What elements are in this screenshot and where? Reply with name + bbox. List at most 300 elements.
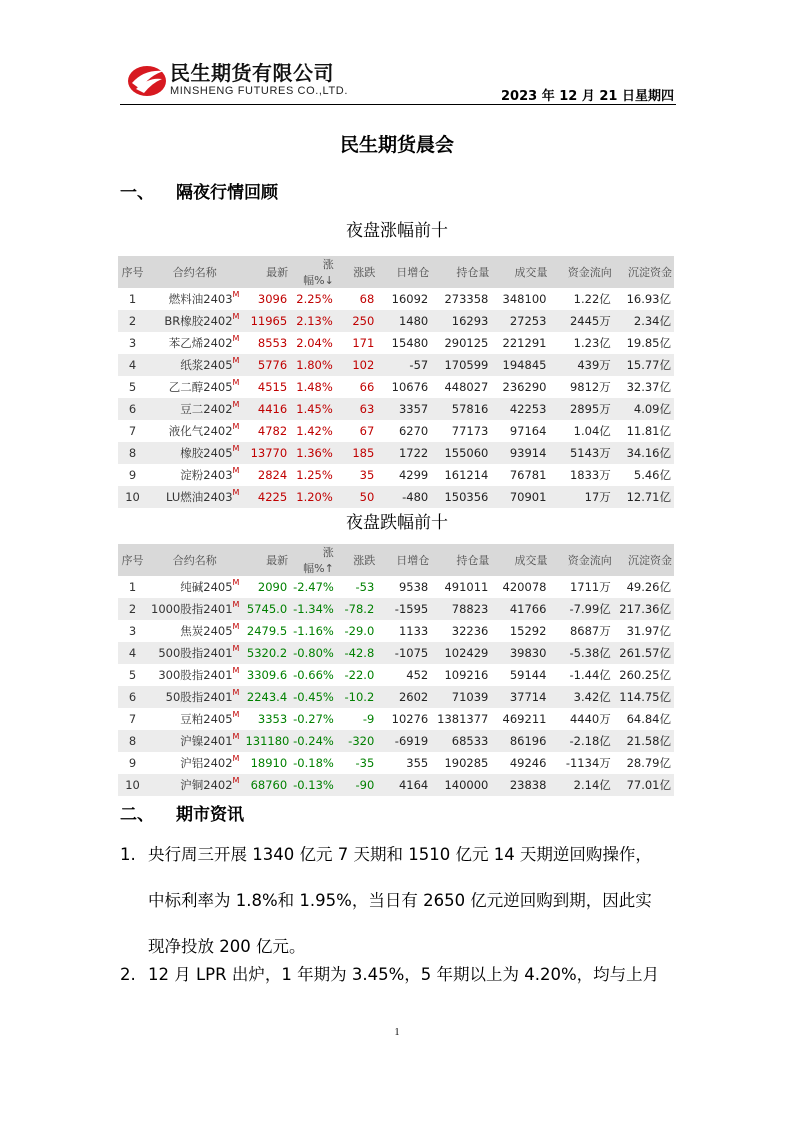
table-cell: 439万 bbox=[549, 354, 613, 376]
table-cell: 39830 bbox=[491, 642, 549, 664]
news-line: 现净投放 200 亿元。 bbox=[148, 937, 306, 956]
report-date: 2023 年 12 月 21 日星期四 bbox=[501, 89, 674, 104]
table-cell: 15292 bbox=[509, 624, 547, 638]
table-cell: 16.93亿 bbox=[626, 292, 671, 306]
table-cell: 16293 bbox=[431, 310, 491, 332]
table-cell: -1.16% bbox=[293, 624, 334, 638]
table-cell: 1711万 bbox=[569, 580, 611, 594]
main-contract-marker: M bbox=[232, 622, 240, 631]
table-cell: 1.45% bbox=[290, 398, 336, 420]
table-cell: 194845 bbox=[491, 354, 549, 376]
gainers-table bbox=[118, 256, 674, 508]
table-cell: 190285 bbox=[444, 756, 489, 770]
column-header: 成交量 bbox=[491, 256, 549, 288]
table-cell: -2.47% bbox=[293, 580, 334, 594]
contract-name-text: 液化气2402 bbox=[168, 424, 233, 438]
column-header: 沉淀资金 bbox=[614, 544, 674, 576]
table-row bbox=[118, 332, 674, 354]
row-index: 9 bbox=[128, 756, 137, 770]
contract-name bbox=[147, 708, 242, 730]
table-cell: 3309.6 bbox=[246, 668, 288, 682]
table-cell: 2479.5 bbox=[246, 624, 288, 638]
table-cell: 19.85亿 bbox=[626, 336, 671, 350]
table-row bbox=[118, 620, 674, 642]
table-cell: -22.0 bbox=[344, 668, 375, 682]
table-cell: 15.77亿 bbox=[614, 354, 674, 376]
table-cell: 76781 bbox=[509, 468, 547, 482]
table-cell: 68 bbox=[359, 292, 375, 306]
column-header: 成交量 bbox=[491, 544, 549, 576]
column-header: 持仓量 bbox=[431, 544, 491, 576]
contract-name bbox=[147, 686, 242, 708]
table-cell: 150356 bbox=[431, 486, 491, 508]
table-cell: 5776 bbox=[242, 354, 290, 376]
contract-name bbox=[147, 576, 242, 598]
column-header: 序号 bbox=[118, 544, 147, 576]
column-header: 涨幅%↓ bbox=[290, 256, 336, 288]
table-cell: 1133 bbox=[398, 624, 429, 638]
column-header: 合约名称 bbox=[147, 256, 242, 288]
table-cell: 49246 bbox=[509, 756, 547, 770]
main-contract-marker: M bbox=[232, 378, 240, 387]
table-cell: -1134万 bbox=[565, 756, 611, 770]
table-cell: 57816 bbox=[431, 398, 491, 420]
column-header: 资金流向 bbox=[549, 256, 613, 288]
page-number: 1 bbox=[394, 1027, 400, 1038]
contract-name-text: 燃料油2403 bbox=[168, 292, 233, 306]
table-cell: 2.13% bbox=[290, 310, 336, 332]
table-cell: 93914 bbox=[491, 442, 549, 464]
table-cell: 16092 bbox=[391, 292, 429, 306]
contract-name-text: 豆二2402 bbox=[180, 402, 233, 416]
table-cell: 42253 bbox=[491, 398, 549, 420]
table-cell: 161214 bbox=[444, 468, 489, 482]
column-header: 最新 bbox=[242, 544, 290, 576]
table-cell: 420078 bbox=[502, 580, 547, 594]
row-index: 6 bbox=[118, 398, 147, 420]
table-cell: -480 bbox=[377, 486, 431, 508]
table-cell: 9812万 bbox=[569, 380, 611, 394]
main-contract-marker: M bbox=[232, 688, 240, 697]
table-cell: 217.36亿 bbox=[614, 598, 674, 620]
table-cell: 4416 bbox=[242, 398, 290, 420]
row-index: 3 bbox=[128, 336, 137, 350]
table-cell: 4299 bbox=[398, 468, 429, 482]
contract-name bbox=[147, 620, 242, 642]
table-cell: -35 bbox=[355, 756, 375, 770]
table-cell: 13770 bbox=[242, 442, 290, 464]
contract-name-text: 橡胶2405 bbox=[180, 446, 233, 460]
table-cell: 67 bbox=[359, 424, 375, 438]
contract-name-text: LU燃油2403 bbox=[166, 490, 233, 504]
contract-name-text: 300股指2401 bbox=[158, 668, 233, 682]
row-index: 2 bbox=[118, 310, 147, 332]
news-item-1 bbox=[120, 832, 680, 970]
row-index: 10 bbox=[118, 486, 147, 508]
contract-name-text: 纯碱2405 bbox=[180, 580, 233, 594]
table-cell: 31.97亿 bbox=[626, 624, 671, 638]
company-logo-icon bbox=[126, 59, 168, 99]
table-cell: 27253 bbox=[491, 310, 549, 332]
table-cell: 68760 bbox=[242, 774, 290, 796]
table-row bbox=[118, 664, 674, 686]
table-row bbox=[118, 686, 674, 708]
main-contract-marker: M bbox=[232, 600, 240, 609]
main-contract-marker: M bbox=[232, 422, 240, 431]
table-cell: 2602 bbox=[377, 686, 431, 708]
company-name-en: MINSHENG FUTURES CO.,LTD. bbox=[170, 85, 348, 97]
contract-name bbox=[147, 752, 242, 774]
contract-name bbox=[147, 442, 242, 464]
row-index: 5 bbox=[128, 668, 137, 682]
table-cell: 68533 bbox=[431, 730, 491, 752]
table-cell: 66 bbox=[359, 380, 375, 394]
contract-name bbox=[147, 354, 242, 376]
table-cell: 1833万 bbox=[569, 468, 611, 482]
table-cell: 452 bbox=[406, 668, 429, 682]
table-cell: -5.38亿 bbox=[549, 642, 613, 664]
contract-name bbox=[147, 730, 242, 752]
table-cell: 1.36% bbox=[290, 442, 336, 464]
table-cell: 86196 bbox=[491, 730, 549, 752]
table-cell: 34.16亿 bbox=[614, 442, 674, 464]
page-header bbox=[120, 55, 676, 105]
main-contract-marker: M bbox=[232, 488, 240, 497]
column-header: 合约名称 bbox=[147, 544, 242, 576]
table-cell: 11.81亿 bbox=[626, 424, 671, 438]
section-title: 期市资讯 bbox=[176, 805, 244, 825]
table-cell: -1075 bbox=[377, 642, 431, 664]
losers-table bbox=[118, 544, 674, 796]
section-title: 隔夜行情回顾 bbox=[176, 183, 278, 203]
main-contract-marker: M bbox=[232, 312, 240, 321]
table-row bbox=[118, 752, 674, 774]
table-cell: 109216 bbox=[444, 668, 489, 682]
table-cell: 71039 bbox=[431, 686, 491, 708]
table-cell: 1.20% bbox=[290, 486, 336, 508]
contract-name bbox=[147, 310, 242, 332]
table-row bbox=[118, 398, 674, 420]
table-cell: 21.58亿 bbox=[614, 730, 674, 752]
row-index: 7 bbox=[128, 424, 137, 438]
table-cell: 97164 bbox=[509, 424, 547, 438]
table-cell: 2.25% bbox=[296, 292, 333, 306]
row-index: 4 bbox=[118, 642, 147, 664]
table-cell: 2090 bbox=[257, 580, 288, 594]
contract-name bbox=[147, 598, 242, 620]
main-contract-marker: M bbox=[232, 644, 240, 653]
table-cell: 11965 bbox=[242, 310, 290, 332]
table-cell: 10676 bbox=[391, 380, 429, 394]
table-cell: 23838 bbox=[491, 774, 549, 796]
row-index: 7 bbox=[128, 712, 137, 726]
contract-name bbox=[147, 420, 242, 442]
table-cell: 32.37亿 bbox=[626, 380, 671, 394]
table-row bbox=[118, 774, 674, 796]
table-cell: 290125 bbox=[444, 336, 489, 350]
table-cell: 2895万 bbox=[549, 398, 613, 420]
column-header: 沉淀资金 bbox=[614, 256, 674, 288]
row-index: 1 bbox=[128, 292, 137, 306]
table-row bbox=[118, 354, 674, 376]
main-contract-marker: M bbox=[232, 444, 240, 453]
table-cell: 1.80% bbox=[290, 354, 336, 376]
table-cell: 3096 bbox=[257, 292, 288, 306]
main-contract-marker: M bbox=[232, 290, 240, 299]
row-index: 5 bbox=[128, 380, 137, 394]
table-row bbox=[118, 310, 674, 332]
table-cell: 2243.4 bbox=[242, 686, 290, 708]
main-contract-marker: M bbox=[232, 754, 240, 763]
table-cell: 17万 bbox=[549, 486, 613, 508]
table-cell: 114.75亿 bbox=[614, 686, 674, 708]
table-cell: 5143万 bbox=[549, 442, 613, 464]
contract-name bbox=[147, 774, 242, 796]
table-cell: 10276 bbox=[391, 712, 429, 726]
main-contract-marker: M bbox=[232, 334, 240, 343]
table-cell: -2.18亿 bbox=[549, 730, 613, 752]
table-cell: 77173 bbox=[451, 424, 489, 438]
table-cell: 1.42% bbox=[296, 424, 333, 438]
column-header: 涨幅%↑ bbox=[290, 544, 336, 576]
table-cell: 5320.2 bbox=[242, 642, 290, 664]
contract-name bbox=[147, 664, 242, 686]
main-contract-marker: M bbox=[232, 578, 240, 587]
contract-name-text: 沪镍2401 bbox=[180, 734, 233, 748]
row-index: 6 bbox=[118, 686, 147, 708]
column-header: 涨跌 bbox=[336, 256, 377, 288]
contract-name bbox=[147, 376, 242, 398]
main-contract-marker: M bbox=[232, 356, 240, 365]
table-cell: 3.42亿 bbox=[549, 686, 613, 708]
table-cell: 1480 bbox=[377, 310, 431, 332]
table-cell: 59144 bbox=[509, 668, 547, 682]
table-cell: -0.66% bbox=[293, 668, 334, 682]
table-cell: -1.34% bbox=[290, 598, 336, 620]
gainers-table-caption: 夜盘涨幅前十 bbox=[346, 221, 448, 241]
main-contract-marker: M bbox=[232, 776, 240, 785]
table-cell: -57 bbox=[377, 354, 431, 376]
column-header: 涨跌 bbox=[336, 544, 377, 576]
table-cell: 4782 bbox=[257, 424, 288, 438]
table-cell: -0.13% bbox=[290, 774, 336, 796]
table-cell: -320 bbox=[336, 730, 377, 752]
contract-name bbox=[147, 398, 242, 420]
table-cell: 4515 bbox=[257, 380, 288, 394]
table-row bbox=[118, 464, 674, 486]
news-line: 中标利率为 1.8%和 1.95%，当日有 2650 亿元逆回购到期，因此实 bbox=[148, 891, 652, 910]
section-heading-2 bbox=[120, 800, 244, 825]
contract-name-text: 沪铜2402 bbox=[180, 778, 233, 792]
table-cell: 1.25% bbox=[296, 468, 333, 482]
column-header: 日增仓 bbox=[377, 544, 431, 576]
contract-name-text: BR橡胶2402 bbox=[164, 314, 233, 328]
table-cell: 28.79亿 bbox=[626, 756, 671, 770]
table-cell: 273358 bbox=[444, 292, 489, 306]
table-row bbox=[118, 730, 674, 752]
contract-name-text: 焦炭2405 bbox=[180, 624, 233, 638]
table-cell: 261.57亿 bbox=[614, 642, 674, 664]
table-cell: 102429 bbox=[431, 642, 491, 664]
table-cell: -1595 bbox=[377, 598, 431, 620]
main-contract-marker: M bbox=[232, 710, 240, 719]
contract-name-text: 纸浆2405 bbox=[180, 358, 233, 372]
table-cell: 77.01亿 bbox=[614, 774, 674, 796]
row-index: 8 bbox=[118, 442, 147, 464]
table-cell: 2824 bbox=[257, 468, 288, 482]
table-cell: 64.84亿 bbox=[626, 712, 671, 726]
table-row bbox=[118, 486, 674, 508]
table-cell: 18910 bbox=[250, 756, 288, 770]
table-cell: 236290 bbox=[502, 380, 547, 394]
news-item-2 bbox=[120, 952, 680, 998]
table-cell: 15480 bbox=[391, 336, 429, 350]
table-cell: 469211 bbox=[502, 712, 547, 726]
table-cell: 348100 bbox=[502, 292, 547, 306]
row-index: 4 bbox=[118, 354, 147, 376]
row-index: 10 bbox=[118, 774, 147, 796]
row-index: 2 bbox=[118, 598, 147, 620]
contract-name bbox=[147, 642, 242, 664]
table-cell: 50 bbox=[336, 486, 377, 508]
contract-name bbox=[147, 288, 242, 310]
table-cell: 2.04% bbox=[296, 336, 333, 350]
table-header-row bbox=[118, 256, 674, 288]
table-cell: -0.18% bbox=[293, 756, 334, 770]
table-cell: 4225 bbox=[242, 486, 290, 508]
table-cell: 4164 bbox=[377, 774, 431, 796]
table-cell: -0.80% bbox=[290, 642, 336, 664]
main-contract-marker: M bbox=[232, 400, 240, 409]
table-row bbox=[118, 642, 674, 664]
table-cell: 4440万 bbox=[569, 712, 611, 726]
table-cell: 1.48% bbox=[296, 380, 333, 394]
table-cell: 12.71亿 bbox=[614, 486, 674, 508]
table-cell: -6919 bbox=[377, 730, 431, 752]
table-cell: 2445万 bbox=[549, 310, 613, 332]
table-cell: 448027 bbox=[444, 380, 489, 394]
table-cell: 491011 bbox=[444, 580, 489, 594]
column-header: 最新 bbox=[242, 256, 290, 288]
table-cell: 102 bbox=[336, 354, 377, 376]
table-cell: 41766 bbox=[491, 598, 549, 620]
row-index: 9 bbox=[128, 468, 137, 482]
table-cell: 9538 bbox=[398, 580, 429, 594]
contract-name-text: 乙二醇2405 bbox=[168, 380, 233, 394]
table-cell: 260.25亿 bbox=[619, 668, 671, 682]
table-cell: 1381377 bbox=[437, 712, 489, 726]
table-cell: -0.45% bbox=[290, 686, 336, 708]
table-cell: 8553 bbox=[257, 336, 288, 350]
column-header: 日增仓 bbox=[377, 256, 431, 288]
table-cell: 140000 bbox=[431, 774, 491, 796]
row-index: 3 bbox=[128, 624, 137, 638]
table-cell: 2.34亿 bbox=[614, 310, 674, 332]
table-row bbox=[118, 442, 674, 464]
news-line: 12 月 LPR 出炉，1 年期为 3.45%，5 年期以上为 4.20%，均与上月 bbox=[148, 965, 660, 984]
table-cell: 171 bbox=[352, 336, 375, 350]
table-cell: 32236 bbox=[451, 624, 489, 638]
table-cell: 355 bbox=[406, 756, 429, 770]
table-cell: 3353 bbox=[257, 712, 288, 726]
news-line: 央行周三开展 1340 亿元 7 天期和 1510 亿元 14 天期逆回购操作， bbox=[148, 845, 652, 864]
table-cell: -90 bbox=[336, 774, 377, 796]
table-row bbox=[118, 598, 674, 620]
table-cell: 49.26亿 bbox=[626, 580, 671, 594]
table-cell: 6270 bbox=[398, 424, 429, 438]
table-row bbox=[118, 576, 674, 598]
table-cell: 221291 bbox=[502, 336, 547, 350]
table-cell: 37714 bbox=[491, 686, 549, 708]
company-logo bbox=[126, 57, 376, 101]
table-cell: -78.2 bbox=[336, 598, 377, 620]
table-cell: 70901 bbox=[491, 486, 549, 508]
table-cell: -42.8 bbox=[336, 642, 377, 664]
row-index: 1 bbox=[128, 580, 137, 594]
table-cell: 5.46亿 bbox=[633, 468, 671, 482]
table-cell: 1.04亿 bbox=[573, 424, 611, 438]
table-cell: 1.22亿 bbox=[573, 292, 611, 306]
contract-name-text: 苯乙烯2402 bbox=[168, 336, 233, 350]
table-cell: 63 bbox=[336, 398, 377, 420]
contract-name bbox=[147, 332, 242, 354]
main-contract-marker: M bbox=[232, 732, 240, 741]
table-row bbox=[118, 376, 674, 398]
contract-name bbox=[147, 486, 242, 508]
table-row bbox=[118, 420, 674, 442]
table-cell: -9 bbox=[362, 712, 375, 726]
contract-name-text: 1000股指2401 bbox=[151, 602, 233, 616]
table-cell: 8687万 bbox=[569, 624, 611, 638]
contract-name-text: 沪铝2402 bbox=[180, 756, 233, 770]
news-number: 2. bbox=[120, 965, 136, 984]
column-header: 序号 bbox=[118, 256, 147, 288]
column-header: 持仓量 bbox=[431, 256, 491, 288]
table-cell: -10.2 bbox=[336, 686, 377, 708]
table-cell: 155060 bbox=[431, 442, 491, 464]
table-cell: 5745.0 bbox=[242, 598, 290, 620]
table-cell: 78823 bbox=[431, 598, 491, 620]
table-cell: 170599 bbox=[431, 354, 491, 376]
contract-name-text: 豆粕2405 bbox=[180, 712, 233, 726]
table-cell: 4.09亿 bbox=[614, 398, 674, 420]
section-heading-1 bbox=[120, 178, 278, 203]
table-row bbox=[118, 288, 674, 310]
section-number: 一、 bbox=[120, 183, 154, 203]
main-contract-marker: M bbox=[232, 466, 240, 475]
table-cell: 250 bbox=[336, 310, 377, 332]
table-row bbox=[118, 708, 674, 730]
table-cell: 131180 bbox=[242, 730, 290, 752]
table-cell: 2.14亿 bbox=[549, 774, 613, 796]
contract-name-text: 50股指2401 bbox=[165, 690, 233, 704]
table-cell: 35 bbox=[359, 468, 375, 482]
losers-table-caption: 夜盘跌幅前十 bbox=[346, 513, 448, 533]
row-index: 8 bbox=[118, 730, 147, 752]
table-cell: -53 bbox=[355, 580, 375, 594]
main-contract-marker: M bbox=[232, 666, 240, 675]
table-cell: -7.99亿 bbox=[549, 598, 613, 620]
table-cell: 1.23亿 bbox=[573, 336, 611, 350]
contract-name bbox=[147, 464, 242, 486]
table-cell: -0.24% bbox=[290, 730, 336, 752]
table-cell: 3357 bbox=[377, 398, 431, 420]
contract-name-text: 淀粉2403 bbox=[180, 468, 233, 482]
document-title: 民生期货晨会 bbox=[339, 134, 454, 156]
section-number: 二、 bbox=[120, 805, 154, 825]
company-name-cn: 民生期货有限公司 bbox=[170, 61, 334, 85]
table-cell: -29.0 bbox=[344, 624, 375, 638]
